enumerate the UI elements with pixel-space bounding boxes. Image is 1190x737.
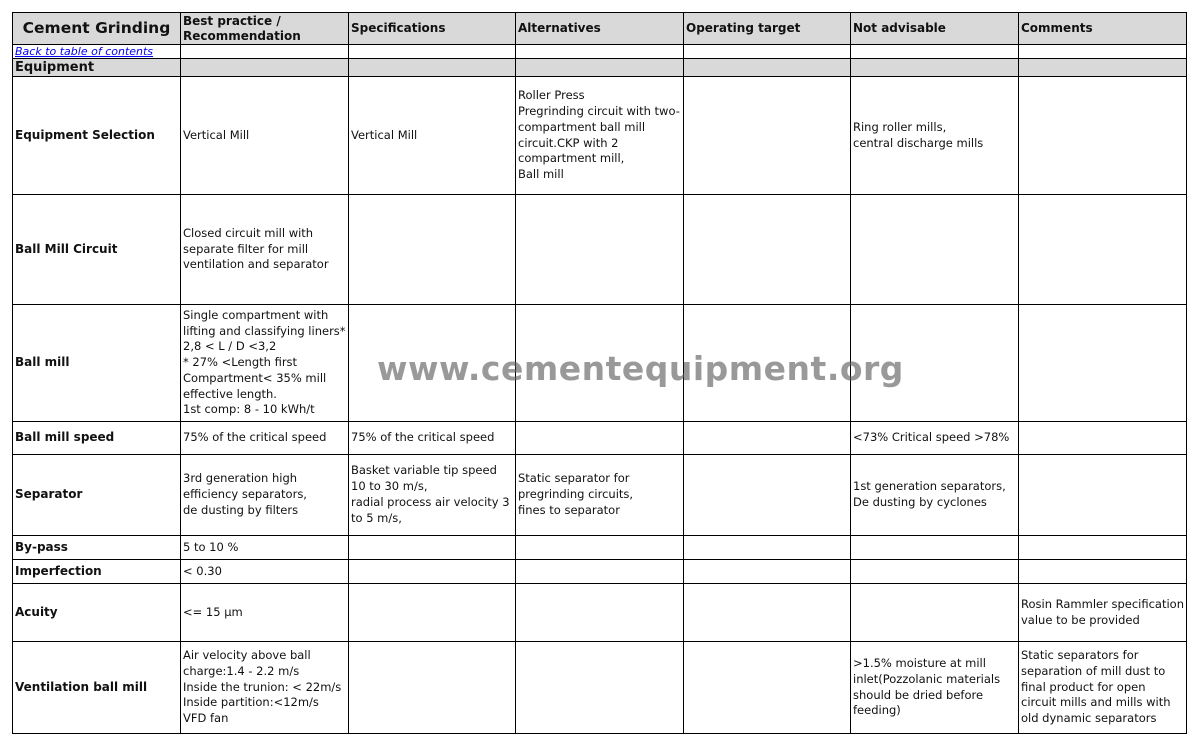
operating-target-cell: [684, 584, 851, 642]
alternatives-cell: [516, 560, 684, 584]
table-row: [13, 584, 1187, 642]
table-row: [13, 77, 1187, 195]
table-row: [13, 560, 1187, 584]
operating-target-cell: [684, 455, 851, 536]
specifications-cell: [349, 536, 516, 560]
table-row: [13, 536, 1187, 560]
back-link-cell: [13, 45, 181, 59]
specifications-cell: Vertical Mill: [349, 77, 516, 195]
best-practice-cell: 5 to 10 %: [181, 536, 349, 560]
not-advisable-cell: [851, 195, 1019, 305]
comments-cell: Rosin Rammler specification value to be provided: [1019, 584, 1187, 642]
alternatives-cell: Roller Press Pregrinding circuit with two-compartment ball mill circuit.CKP with 2 compartment mill, Ball mill: [516, 77, 684, 195]
alternatives-cell: [516, 305, 684, 422]
comments-cell: Static separators for separation of mill dust to final product for open circuit mills and mills with old dynamic separators: [1019, 642, 1187, 734]
not-advisable-cell: >1.5% moisture at mill inlet(Pozzolanic materials should be dried before feeding): [851, 642, 1019, 734]
best-practice-cell: 3rd generation high efficiency separators, de dusting by filters: [181, 455, 349, 536]
row-label: Acuity: [13, 584, 181, 642]
operating-target-cell: [684, 536, 851, 560]
table-row: [13, 422, 1187, 455]
not-advisable-cell: [851, 584, 1019, 642]
section-title: Equipment: [13, 59, 181, 77]
operating-target-cell: [684, 422, 851, 455]
alternatives-cell: Static separator for pregrinding circuits, fines to separator: [516, 455, 684, 536]
specifications-cell: [349, 642, 516, 734]
link-row: [13, 45, 1187, 59]
watermark-text: www.cementequipment.org: [377, 349, 904, 388]
best-practice-cell: <= 15 µm: [181, 584, 349, 642]
not-advisable-cell: [851, 560, 1019, 584]
operating-target-cell: [684, 195, 851, 305]
table-row: [13, 305, 1187, 422]
not-advisable-cell: Ring roller mills, central discharge mills: [851, 77, 1019, 195]
alternatives-cell: [516, 422, 684, 455]
comments-cell: [1019, 560, 1187, 584]
table-row: [13, 642, 1187, 734]
row-label: Ball Mill Circuit: [13, 195, 181, 305]
not-advisable-cell: <73% Critical speed >78%: [851, 422, 1019, 455]
row-label: By-pass: [13, 536, 181, 560]
specifications-cell: [349, 584, 516, 642]
comments-cell: [1019, 422, 1187, 455]
section-row: [13, 59, 1187, 77]
operating-target-cell: [684, 560, 851, 584]
row-label: Ball mill: [13, 305, 181, 422]
comments-cell: [1019, 455, 1187, 536]
operating-target-cell: [684, 642, 851, 734]
table-row: [13, 455, 1187, 536]
specifications-cell: [349, 560, 516, 584]
table-row: [13, 195, 1187, 305]
row-label: Equipment Selection: [13, 77, 181, 195]
header-comments: Comments: [1019, 13, 1187, 45]
comments-cell: [1019, 77, 1187, 195]
best-practice-cell: Vertical Mill: [181, 77, 349, 195]
header-row: [13, 13, 1187, 45]
best-practice-cell: 75% of the critical speed: [181, 422, 349, 455]
specifications-cell: 75% of the critical speed: [349, 422, 516, 455]
header-operating-target: Operating target: [684, 13, 851, 45]
row-label: Imperfection: [13, 560, 181, 584]
best-practice-cell: Single compartment with lifting and classifying liners* 2,8 < L / D <3,2 * 27% <Length first Compartment< 35% mill effective length. 1st comp: 8 - 10 kWh/t: [181, 305, 349, 422]
alternatives-cell: [516, 536, 684, 560]
header-specifications: Specifications: [349, 13, 516, 45]
specifications-cell: [349, 305, 516, 422]
header-title: Cement Grinding: [13, 13, 181, 45]
row-label: Ball mill speed: [13, 422, 181, 455]
alternatives-cell: [516, 642, 684, 734]
alternatives-cell: [516, 584, 684, 642]
not-advisable-cell: [851, 536, 1019, 560]
not-advisable-cell: 1st generation separators, De dusting by cyclones: [851, 455, 1019, 536]
specifications-cell: [349, 195, 516, 305]
operating-target-cell: [684, 77, 851, 195]
best-practice-cell: Closed circuit mill with separate filter for mill ventilation and separator: [181, 195, 349, 305]
specifications-cell: Basket variable tip speed 10 to 30 m/s, radial process air velocity 3 to 5 m/s,: [349, 455, 516, 536]
best-practice-cell: Air velocity above ball charge:1.4 - 2.2 m/s Inside the trunion: < 22m/s Inside partition:<12m/s VFD fan: [181, 642, 349, 734]
header-not-advisable: Not advisable: [851, 13, 1019, 45]
best-practice-cell: < 0.30: [181, 560, 349, 584]
comments-cell: [1019, 536, 1187, 560]
comments-cell: [1019, 305, 1187, 422]
row-label: Separator: [13, 455, 181, 536]
spreadsheet-table: [12, 12, 1187, 734]
row-label: Ventilation ball mill: [13, 642, 181, 734]
comments-cell: [1019, 195, 1187, 305]
header-alternatives: Alternatives: [516, 13, 684, 45]
operating-target-cell: [684, 305, 851, 422]
header-best-practice: Best practice / Recommendation: [181, 13, 349, 45]
alternatives-cell: [516, 195, 684, 305]
back-to-contents-link[interactable]: Back to table of contents: [15, 44, 154, 58]
not-advisable-cell: [851, 305, 1019, 422]
